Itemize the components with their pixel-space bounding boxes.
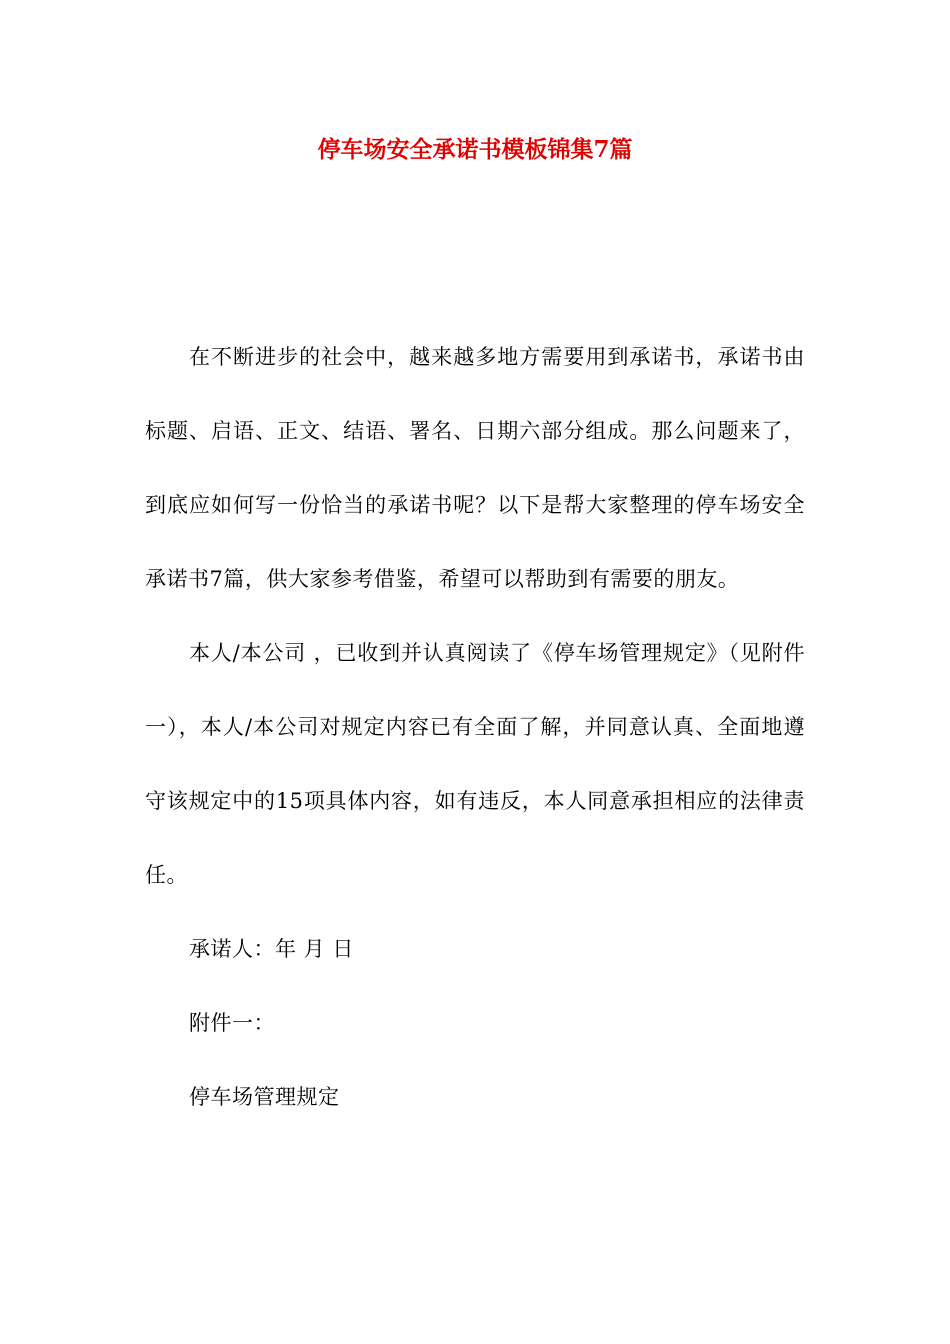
- document-body: [145, 320, 805, 1134]
- commitment-paragraph: 本人/本公司 ，已收到并认真阅读了《停车场管理规定》（见附件一），本人/本公司对规定内容已有全面了解，并同意认真、全面地遵守该规定中的15项具体内容，如有违反，本人同意承担相应的法律责任。: [145, 641, 805, 887]
- intro-paragraph: 在不断进步的社会中，越来越多地方需要用到承诺书，承诺书由标题、启语、正文、结语、署名、日期六部分组成。那么问题来了，到底应如何写一份恰当的承诺书呢？以下是帮大家整理的停车场安全承诺书7篇，供大家参考借鉴，希望可以帮助到有需要的朋友。: [145, 345, 805, 591]
- attachment-label: 附件一：: [189, 1011, 275, 1035]
- document-title: 停车场安全承诺书模板锦集7篇: [317, 136, 633, 163]
- attachment-title: 停车场管理规定: [189, 1085, 340, 1109]
- signature-line: 承诺人：年 月 日: [189, 937, 354, 961]
